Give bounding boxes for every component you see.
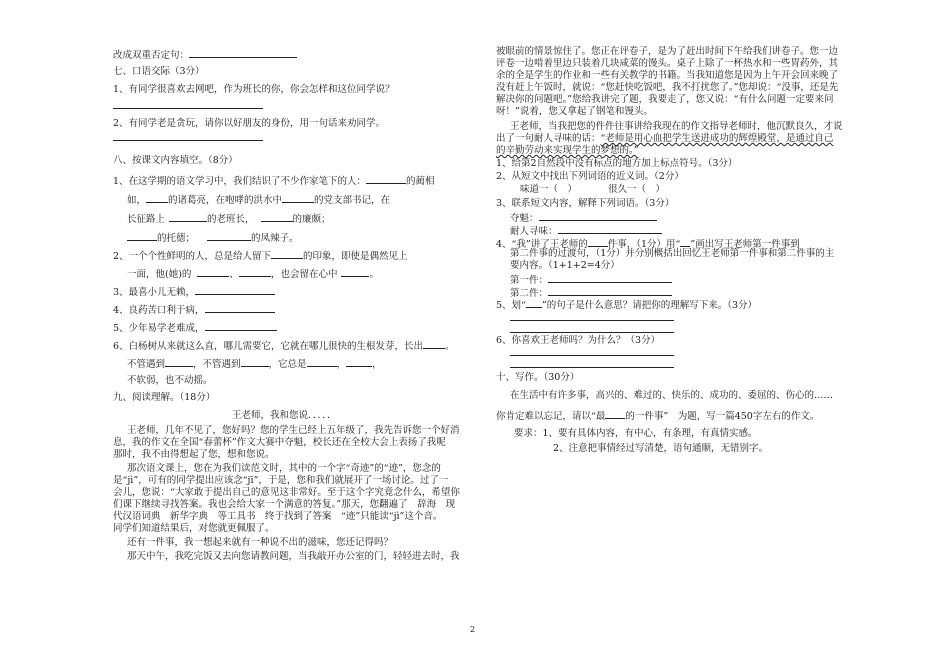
answer-line[interactable] xyxy=(510,367,674,368)
question-1: 1、给第2自然段中没有标点的地方加上标点符号。（3分） xyxy=(496,158,738,169)
text: 的一件事” 为题，写一篇450字左右的作文。 xyxy=(625,411,820,422)
wavy-underlined-sentence: “老师是用心血把学生送进成功的辉煌殿堂，是通过自己 xyxy=(600,133,834,144)
reading-line: 还有一件事，我一想起来就有一种说不出的滋味，您还记得吗？ xyxy=(127,537,394,548)
synonym-item[interactable]: 味道一（ ） xyxy=(520,184,578,195)
text: 。 xyxy=(369,269,379,280)
blank[interactable] xyxy=(195,284,275,295)
reading-line: 被眼前的情景惊住了。您正在评卷子，是为了赶出时间下午给我们讲卷子。您一边 xyxy=(496,46,839,57)
fill-line xyxy=(127,356,382,371)
text: 5、少年易学老难成， xyxy=(113,323,205,334)
answer-line[interactable] xyxy=(113,108,263,109)
blank[interactable] xyxy=(205,320,277,331)
text: 出了一句耐人寻味的话： xyxy=(496,133,601,144)
reading-line: 王老师，当我把您的件件往事讲给我现在的作文指导老师时，他沉默良久，才说 xyxy=(510,121,843,132)
change-sentence-prompt xyxy=(113,47,297,62)
section-9-title: 九、阅读理解。（18分） xyxy=(113,392,216,403)
blank[interactable] xyxy=(423,338,445,349)
answer-line[interactable] xyxy=(510,332,674,333)
reading-line: 会儿，您说：“大家敢于提出自己的意见这非常好。至于这个字究竟念什么，希望你 xyxy=(113,487,460,498)
writing-requirement: 要求：1、要有具体内容，有中心，有条理，有真情实感。 xyxy=(514,428,758,439)
synonym-item[interactable]: 很久一（ ） xyxy=(608,184,666,195)
text: 你肯定难以忘记，请以“最 xyxy=(496,411,606,422)
text: 4、“我”讲了王老师的 xyxy=(496,239,588,250)
text: 2、一个个性鲜明的人，总是给人留下 xyxy=(113,251,272,262)
wavy-underlined-sentence: 的辛勤劳动来实现学生的梦想的。” xyxy=(496,145,639,156)
blank[interactable] xyxy=(197,266,229,277)
blank[interactable] xyxy=(127,230,157,241)
writing-prompt-line xyxy=(496,408,819,423)
text: 的党支部书记，在 xyxy=(314,195,391,206)
reading-line: 同学们知道结果后，对您就更佩服了。 xyxy=(113,523,275,534)
reading-line xyxy=(496,145,639,157)
answer-line[interactable] xyxy=(113,140,263,141)
text: ，不管遇到 xyxy=(193,359,241,370)
text: ，也会留在心中 xyxy=(270,269,338,280)
prompt-text: 改成双重否定句： xyxy=(113,50,190,61)
blank[interactable] xyxy=(346,356,372,367)
reading-line: 那时，我不由得想起了您，想和您说。 xyxy=(113,449,275,460)
text: 。 xyxy=(445,341,455,352)
question-5 xyxy=(496,297,757,312)
blank[interactable] xyxy=(366,173,406,184)
fill-line xyxy=(127,192,390,207)
writing-requirement: 2、注意把事情经过写清楚，语句通顺，无错别字。 xyxy=(553,443,769,454)
blank[interactable] xyxy=(558,223,662,234)
reading-line: 那天中午，我吃完饭又去向您请教问题，当我敲开办公室的门，轻轻进去时，我 xyxy=(127,551,460,562)
reading-line: 王老师，几年不见了，您好吗？您的学生已经上五年级了，我先告诉您一个好消 xyxy=(127,425,460,436)
text: 长征路上 xyxy=(127,214,166,225)
blank-mark xyxy=(680,236,690,247)
reading-line: 解决你的问题吧。”您给我讲完了题，我要走了，您又说：“有什么问题一定要来问 xyxy=(496,94,834,105)
text: ，它总是 xyxy=(268,359,307,370)
blank[interactable] xyxy=(539,210,657,221)
blank[interactable] xyxy=(548,285,672,296)
text: 6、白杨树从来就这么直，哪儿需要它，它就在哪儿很快的生根发芽，长出 xyxy=(113,341,424,352)
blank[interactable] xyxy=(307,356,337,367)
text: ， xyxy=(336,359,347,370)
reading-line: 代汉语词典 新华字典 等工具书 终于找到了答案 “迹”只能读“jì”这个音。 xyxy=(113,511,443,522)
text: 3、最喜小儿无赖， xyxy=(113,287,196,298)
blank-mark xyxy=(526,297,542,308)
section-8-title: 八、按课文内容填空。（8分） xyxy=(113,155,238,166)
fill-line xyxy=(113,302,275,317)
text: 一面，他(她)的 xyxy=(127,269,192,280)
text: 件事，（1分）用“ xyxy=(607,239,681,250)
fill-line xyxy=(113,284,275,299)
question-4-line: 第二件事的过渡句，（1分）并分别概括出回忆王老师第一件事和第二件事的主 xyxy=(510,248,835,259)
blank[interactable] xyxy=(605,408,625,419)
blank[interactable] xyxy=(271,248,303,259)
question-6: 6、你喜欢王老师吗？为什么？（3分） xyxy=(496,335,661,346)
blank[interactable] xyxy=(169,211,207,222)
text: 第一件： xyxy=(510,275,549,286)
blank[interactable] xyxy=(261,211,293,222)
question-3: 3、联系短文内容，解释下列词语。（3分） xyxy=(496,198,675,209)
text: 、 xyxy=(229,269,239,280)
blank[interactable] xyxy=(165,356,193,367)
text: 的蔺相 xyxy=(406,176,435,187)
text: ”的句子是什么意思？请把你的理解写下来。（3分） xyxy=(541,300,758,311)
blank[interactable] xyxy=(588,236,608,247)
fill-line xyxy=(113,173,435,188)
blank[interactable] xyxy=(239,266,271,277)
fill-line xyxy=(127,230,299,245)
text: 的廉颇； xyxy=(292,214,331,225)
blank[interactable] xyxy=(207,230,251,241)
reading-line: 没有赶上午饭时，就说：“您赶快吃饭吧，我不打扰您了。”您却说：“没事，还是先 xyxy=(496,82,839,93)
fill-line xyxy=(113,320,277,335)
fill-line: 不软弱，也不动摇。 xyxy=(127,375,213,386)
blank[interactable] xyxy=(146,192,168,203)
writing-prompt-line: 在生活中有许多事，高兴的、难过的、快乐的、成功的、委屈的、伤心的…… xyxy=(510,390,834,401)
reading-line: 们课下继续寻找答案。我也会给大家一个满意的答复。”那天，您翻遍了 辞海 现 xyxy=(113,499,456,510)
text: 的印象，即使是偶然见上 xyxy=(303,251,408,262)
text: 的老班长， xyxy=(207,214,255,225)
blank[interactable] xyxy=(282,192,314,203)
text: 夺魁： xyxy=(510,213,539,224)
reading-line: 评卷一边啃着里边只装着几块咸菜的馒头。桌子上除了一杯热水和一些胃药外，其 xyxy=(496,58,839,69)
blank[interactable] xyxy=(548,272,672,283)
reading-line: 余的全是学生的作业和一些有关教学的书籍。当我知道您是因为上午开会回来晚了 xyxy=(496,70,839,81)
answer-line[interactable] xyxy=(510,320,674,321)
text: 4、良药苦口利于病， xyxy=(113,305,205,316)
text: ”画出写王老师第一件事到 xyxy=(690,239,800,250)
fill-line xyxy=(127,211,331,226)
page-number: 2 xyxy=(470,625,476,634)
section-7-question-2: 2、有同学老是贪玩，请你以好朋友的身份，用一句话来劝同学。 xyxy=(113,118,386,129)
reading-line: 息，我的作文在全国“春蕾杯”作文大赛中夺魁，校长还在全校大会上表扬了我呢 xyxy=(113,437,446,448)
text: 第二件： xyxy=(510,288,549,299)
text: 耐人寻味： xyxy=(510,226,558,237)
question-4-line: 要内容。（1+1+2=4分） xyxy=(510,260,620,271)
question-2: 2、从短文中找出下列词语的近义词。（2分） xyxy=(496,171,684,182)
fill-line xyxy=(113,248,408,263)
text: 5、划“ xyxy=(496,300,526,311)
text: 如， xyxy=(127,195,147,206)
answer-blank[interactable] xyxy=(189,47,297,58)
fill-line xyxy=(113,338,455,353)
blank[interactable] xyxy=(341,266,369,277)
reading-line xyxy=(496,133,833,145)
text: ， xyxy=(372,359,382,370)
blank[interactable] xyxy=(205,302,275,313)
reading-line: 是“jì”，可有的同学提出应该念“jī”，于是，您和我们就展开了一场讨论。过了一 xyxy=(113,475,449,486)
text: 不管遇到 xyxy=(127,359,166,370)
text: 1、在这学期的语文学习中，我们结识了不少作家笔下的人： xyxy=(113,176,367,187)
section-7-title: 七、口语交际（3分） xyxy=(113,66,205,77)
blank[interactable] xyxy=(241,356,269,367)
reading-line: 那次语文课上，您在为我们读范文时，其中的一个字“奇迹”的“迹”，您念的 xyxy=(127,463,441,474)
text: 的托德； xyxy=(157,233,196,244)
text: 的凤辣子。 xyxy=(251,233,299,244)
section-7-question-1: 1、有同学很喜欢去网吧，作为班长的你，你会怎样和这位同学说？ xyxy=(113,84,395,95)
fill-line xyxy=(127,266,379,281)
text: 的诸葛亮，在咆哮的洪水中 xyxy=(168,195,283,206)
answer-line[interactable] xyxy=(510,355,674,356)
reading-title: 王老师，我和您说．．．．． xyxy=(232,410,337,421)
section-10-title: 十、写作。（30分） xyxy=(496,372,580,383)
reading-line: 呀！”说着，您又拿起了钢笔和馒头。 xyxy=(496,106,653,117)
